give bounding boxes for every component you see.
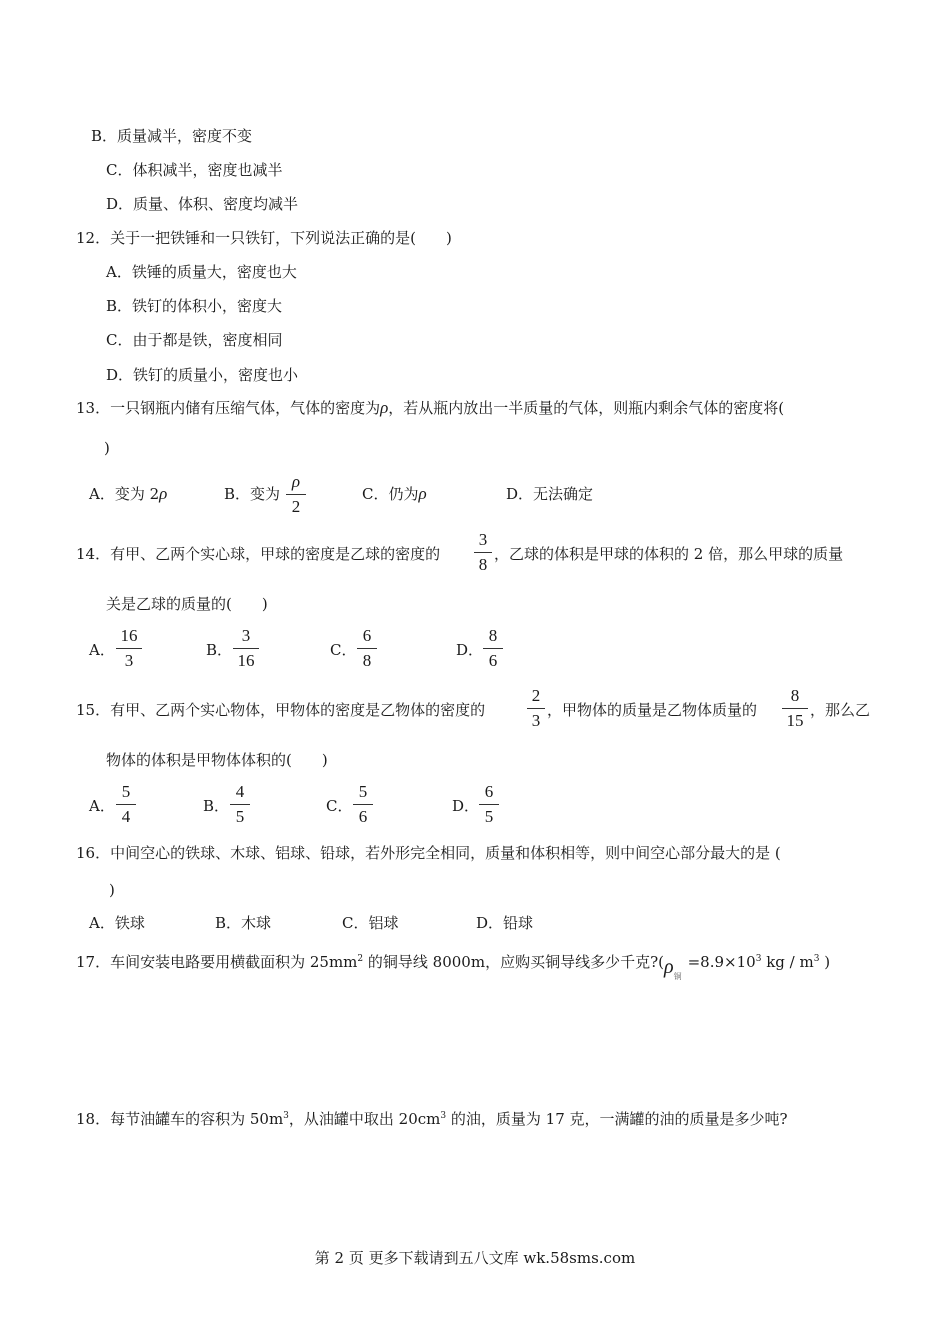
q11-option-b: B．质量减半，密度不变	[91, 127, 253, 145]
q15-option-d-label: D．	[452, 797, 480, 815]
q14-option-b-fraction	[233, 626, 259, 671]
q18-stem	[76, 1109, 788, 1129]
q13-option-b-label: B．变为	[224, 485, 281, 503]
superscript: 3	[283, 1111, 289, 1121]
fraction-bar	[353, 804, 373, 805]
fraction-denominator: 3	[531, 711, 541, 730]
q15-stem-fraction-1	[527, 686, 545, 731]
q17-stem-part-a: 17．车间安装电路要用横截面积为 25mm	[76, 953, 358, 971]
fraction-numerator: 16	[120, 626, 138, 645]
fraction-bar	[474, 552, 492, 553]
q16-option-d: D．铅球	[476, 914, 534, 932]
q13-option-a	[89, 484, 167, 504]
fraction-denominator: 8	[478, 555, 488, 574]
fraction-bar	[357, 648, 377, 649]
q12-stem: 12．关于一把铁锤和一只铁钉，下列说法正确的是( )	[76, 229, 452, 247]
fraction-bar	[479, 804, 499, 805]
fraction-numerator: 6	[362, 626, 372, 645]
fraction-bar	[483, 648, 503, 649]
fraction-denominator: 5	[484, 807, 494, 826]
fraction-denominator: 15	[786, 711, 804, 730]
superscript: 3	[755, 954, 762, 964]
q14-stem-part-a: 14．有甲、乙两个实心球，甲球的密度是乙球的密度的	[76, 545, 441, 563]
fraction-bar	[233, 648, 259, 649]
superscript: 2	[357, 954, 364, 964]
fraction-denominator: 16	[237, 651, 255, 670]
q17-stem-part-c: =8.9×10	[687, 953, 756, 971]
q14-option-b-label: B．	[206, 641, 233, 659]
fraction-bar	[782, 708, 808, 709]
fraction-numerator: 6	[484, 782, 494, 801]
q16-stem: 16．中间空心的铁球、木球、铝球、铅球，若外形完全相同，质量和体积相等，则中间空心部分最大的是 (	[76, 844, 781, 862]
fraction-numerator: 2	[531, 686, 541, 705]
q15-option-d-fraction	[479, 782, 499, 827]
fraction-numerator: 5	[121, 782, 131, 801]
q17-stem	[76, 951, 831, 981]
fraction-bar	[286, 494, 306, 495]
q13-stem	[76, 398, 784, 418]
q11-option-c: C．体积减半，密度也减半	[106, 161, 283, 179]
fraction-numerator: 3	[241, 626, 251, 645]
q15-stem-part-b: ，甲物体的质量是乙物体质量的	[547, 701, 758, 719]
rho-symbol: ρ	[663, 956, 674, 978]
q16-stem-close: )	[109, 881, 115, 899]
q14-option-a-fraction	[116, 626, 142, 671]
q15-stem-part-a: 15．有甲、乙两个实心物体，甲物体的密度是乙物体的密度的	[76, 701, 486, 719]
q15-option-a-label: A．	[89, 797, 115, 815]
q18-stem-part-a: 18．每节油罐车的容积为 50m	[76, 1110, 284, 1128]
q14-stem-part-b: ，乙球的体积是甲球的体积的 2 倍，那么甲球的质量	[494, 545, 844, 563]
q15-option-a-fraction	[116, 782, 136, 827]
fraction-numerator: 3	[478, 530, 488, 549]
q13-stem-part-b: ，若从瓶内放出一半质量的气体，则瓶内剩余气体的密度将(	[388, 399, 785, 417]
fraction-denominator: 4	[121, 807, 131, 826]
fraction-bar	[230, 804, 250, 805]
q17-stem-part-e: )	[819, 953, 831, 971]
fraction-denominator: 5	[235, 807, 245, 826]
q16-option-c: C．铝球	[342, 914, 399, 932]
q14-option-a-label: A．	[89, 641, 115, 659]
q13-stem-part-a: 13．一只钢瓶内储有压缩气体，气体的密度为	[76, 399, 381, 417]
q15-option-b-fraction	[230, 782, 250, 827]
superscript: 3	[440, 1111, 447, 1121]
fraction-bar	[116, 648, 142, 649]
q13-option-d: D．无法确定	[506, 485, 594, 503]
q15-option-c-label: C．	[326, 797, 353, 815]
q13-option-c	[362, 484, 427, 504]
q13-option-a-label: A．变为 2	[89, 485, 160, 503]
rho-symbol: ρ	[380, 398, 389, 417]
q12-option-d: D．铁钉的质量小，密度也小	[106, 366, 299, 384]
q13-stem-close: )	[104, 439, 110, 457]
q12-option-b: B．铁钉的体积小，密度大	[106, 297, 283, 315]
fraction-numerator: ρ	[291, 472, 301, 491]
q11-option-d: D．质量、体积、密度均减半	[106, 195, 299, 213]
fraction-denominator: 6	[488, 651, 498, 670]
q16-option-b: B．木球	[215, 914, 272, 932]
rho-symbol: ρ	[159, 484, 168, 503]
q13-option-b-fraction	[286, 472, 306, 517]
q15-option-b-label: B．	[203, 797, 230, 815]
superscript: 3	[813, 954, 820, 964]
q14-option-c-fraction	[357, 626, 377, 671]
q18-stem-part-c: 的油，质量为 17 克，一满罐的油的质量是多少吨?	[446, 1110, 788, 1128]
q17-stem-part-b: 的铜导线 8000m，应购买铜导线多少千克?(	[363, 953, 664, 971]
fraction-denominator: 3	[124, 651, 134, 670]
q17-stem-part-d: kg / m	[761, 953, 814, 971]
fraction-bar	[527, 708, 545, 709]
q13-option-c-label: C．仍为	[362, 485, 419, 503]
q14-stem-fraction	[474, 530, 492, 575]
q15-stem-fraction-2	[782, 686, 808, 731]
q14-option-d-fraction	[483, 626, 503, 671]
q16-option-a: A．铁球	[89, 914, 145, 932]
fraction-denominator: 6	[358, 807, 368, 826]
q14-option-d-label: D．	[456, 641, 484, 659]
rho-symbol: ρ	[418, 484, 427, 503]
fraction-numerator: 8	[488, 626, 498, 645]
fraction-bar	[116, 804, 136, 805]
page-footer: 第 2 页 更多下载请到五八文库 wk.58sms.com	[314, 1249, 636, 1267]
q15-stem-part-d: 物体的体积是甲物体体积的( )	[106, 751, 328, 769]
q14-stem-part-c: 关是乙球的质量的( )	[106, 595, 268, 613]
q12-option-a: A．铁锤的质量大，密度也大	[106, 263, 297, 281]
fraction-denominator: 8	[362, 651, 372, 670]
rho-subscript: 铜	[673, 972, 682, 981]
q12-option-c: C．由于都是铁，密度相同	[106, 331, 283, 349]
fraction-numerator: 5	[358, 782, 368, 801]
fraction-denominator: 2	[291, 497, 301, 516]
q18-stem-part-b: ，从油罐中取出 20cm	[288, 1110, 441, 1128]
fraction-numerator: 8	[790, 686, 800, 705]
q14-option-c-label: C．	[330, 641, 357, 659]
fraction-numerator: 4	[235, 782, 245, 801]
q15-option-c-fraction	[353, 782, 373, 827]
q15-stem-part-c: ，那么乙	[810, 701, 871, 719]
